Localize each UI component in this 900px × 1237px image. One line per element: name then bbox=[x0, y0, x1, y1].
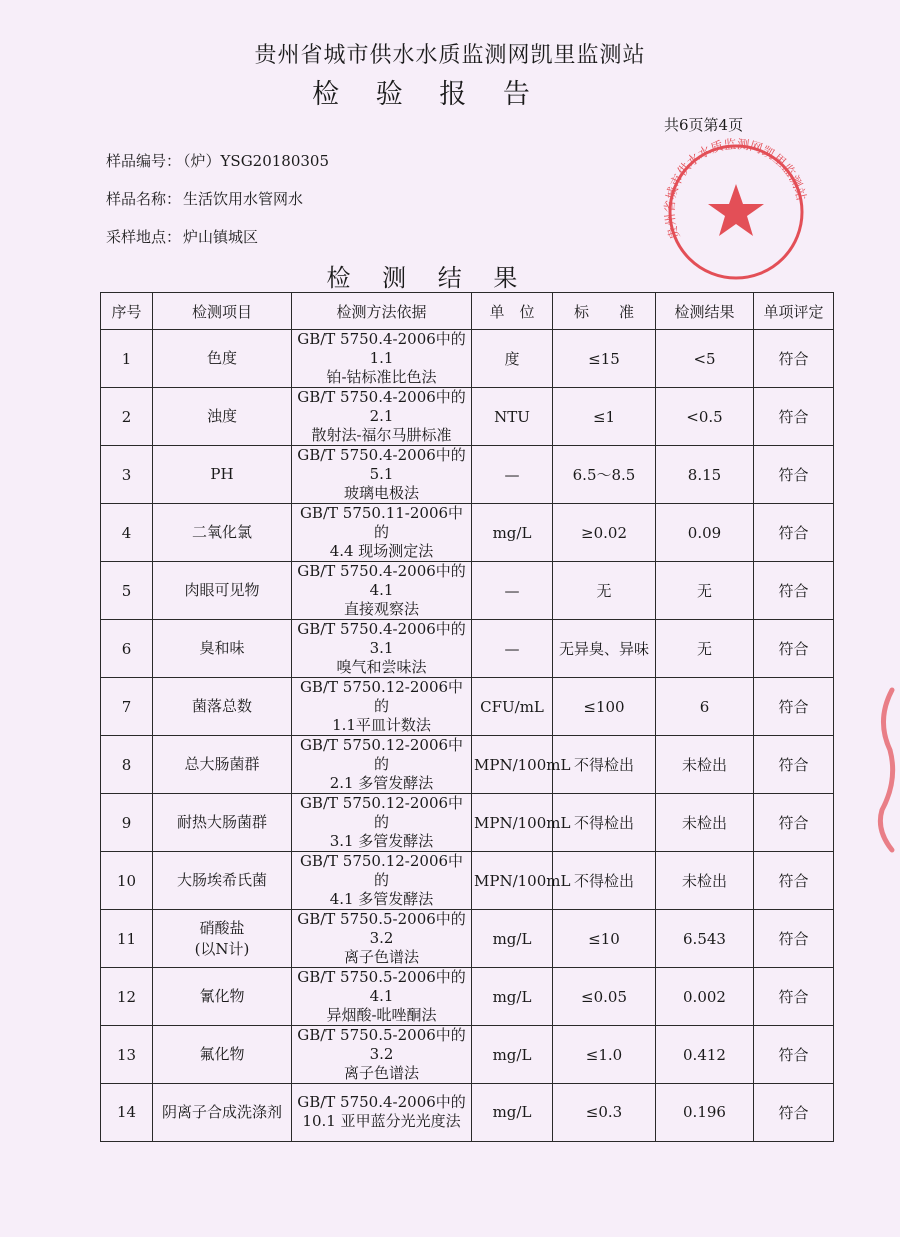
cell-verdict: 符合 bbox=[754, 504, 834, 562]
cell-standard: 不得检出 bbox=[553, 794, 656, 852]
cell-standard: ≤100 bbox=[553, 678, 656, 736]
method-line-1: GB/T 5750.4-2006中的4.1 bbox=[297, 562, 466, 599]
method-line-1: GB/T 5750.12-2006中的 bbox=[299, 678, 464, 715]
cell-verdict: 符合 bbox=[754, 1084, 834, 1142]
cell-unit: mg/L bbox=[472, 910, 553, 968]
cell-item: PH bbox=[153, 446, 292, 504]
cell-item: 氟化物 bbox=[153, 1026, 292, 1084]
cell-unit: mg/L bbox=[472, 968, 553, 1026]
cell-no: 1 bbox=[101, 330, 153, 388]
table-row bbox=[101, 1026, 834, 1084]
cell-standard: 6.5～8.5 bbox=[553, 446, 656, 504]
sample-number-label: 样品编号： bbox=[106, 152, 182, 170]
cell-unit: mg/L bbox=[472, 1084, 553, 1142]
method-line-2: 4.1 多管发酵法 bbox=[329, 890, 434, 908]
cell-item: 硝酸盐 (以N计) bbox=[153, 910, 292, 968]
cell-verdict: 符合 bbox=[754, 852, 834, 910]
cell-result: 0.002 bbox=[656, 968, 754, 1026]
method-line-2: 离子色谱法 bbox=[343, 948, 419, 966]
header-result: 检测结果 bbox=[656, 293, 754, 330]
cell-unit: CFU/mL bbox=[472, 678, 553, 736]
cell-unit: 度 bbox=[472, 330, 553, 388]
table-row bbox=[101, 910, 834, 968]
results-table bbox=[100, 292, 834, 1142]
page-number: 共6页第4页 bbox=[664, 116, 744, 134]
table-row bbox=[101, 330, 834, 388]
method-line-1: GB/T 5750.4-2006中的2.1 bbox=[297, 388, 466, 425]
cell-method bbox=[292, 1084, 472, 1142]
cell-verdict: 符合 bbox=[754, 388, 834, 446]
sampling-location-label: 采样地点： bbox=[106, 228, 182, 246]
cell-standard: 不得检出 bbox=[553, 852, 656, 910]
method-line-2: 离子色谱法 bbox=[343, 1064, 419, 1082]
cell-unit: mg/L bbox=[472, 504, 553, 562]
cell-no: 5 bbox=[101, 562, 153, 620]
cell-item: 菌落总数 bbox=[153, 678, 292, 736]
cell-standard: ≤10 bbox=[553, 910, 656, 968]
cell-unit: NTU bbox=[472, 388, 553, 446]
cell-verdict: 符合 bbox=[754, 736, 834, 794]
method-line-1: GB/T 5750.12-2006中的 bbox=[299, 794, 464, 831]
table-row bbox=[101, 852, 834, 910]
cell-result: 8.15 bbox=[656, 446, 754, 504]
cell-method bbox=[292, 388, 472, 446]
cell-method bbox=[292, 910, 472, 968]
method-line-1: GB/T 5750.4-2006中的3.1 bbox=[297, 620, 466, 657]
method-line-2: 10.1 亚甲蓝分光光度法 bbox=[302, 1112, 461, 1131]
cell-method bbox=[292, 678, 472, 736]
method-line-1: GB/T 5750.12-2006中的 bbox=[299, 852, 464, 889]
method-line-2: 直接观察法 bbox=[343, 600, 419, 618]
cell-item: 总大肠菌群 bbox=[153, 736, 292, 794]
method-line-2: 嗅气和尝味法 bbox=[336, 658, 427, 676]
cell-no: 8 bbox=[101, 736, 153, 794]
method-line-1: GB/T 5750.5-2006中的3.2 bbox=[297, 910, 466, 947]
header-unit: 单 位 bbox=[472, 293, 553, 330]
cell-item: 色度 bbox=[153, 330, 292, 388]
sample-name-label: 样品名称： bbox=[106, 190, 182, 208]
cell-verdict: 符合 bbox=[754, 678, 834, 736]
cell-unit: — bbox=[472, 562, 553, 620]
cell-no: 6 bbox=[101, 620, 153, 678]
cell-item: 肉眼可见物 bbox=[153, 562, 292, 620]
cell-method bbox=[292, 852, 472, 910]
cell-no: 4 bbox=[101, 504, 153, 562]
table-row bbox=[101, 446, 834, 504]
table-row bbox=[101, 678, 834, 736]
cell-item: 阴离子合成洗涤剂 bbox=[153, 1084, 292, 1142]
header-item: 检测项目 bbox=[153, 293, 292, 330]
cell-verdict: 符合 bbox=[754, 562, 834, 620]
cell-method bbox=[292, 504, 472, 562]
cell-method bbox=[292, 968, 472, 1026]
cell-standard: ≤1 bbox=[553, 388, 656, 446]
cell-no: 2 bbox=[101, 388, 153, 446]
cell-no: 11 bbox=[101, 910, 153, 968]
cell-item: 氰化物 bbox=[153, 968, 292, 1026]
official-seal-icon bbox=[650, 132, 820, 282]
cell-result: 无 bbox=[656, 562, 754, 620]
table-row bbox=[101, 736, 834, 794]
document-title: 检 验 报 告 bbox=[312, 79, 544, 110]
method-line-1: GB/T 5750.5-2006中的4.1 bbox=[297, 968, 466, 1005]
cell-method bbox=[292, 736, 472, 794]
sample-name-field bbox=[106, 188, 303, 209]
method-line-1: GB/T 5750.4-2006中的1.1 bbox=[297, 330, 466, 367]
cell-result: 无 bbox=[656, 620, 754, 678]
sampling-location-field bbox=[106, 226, 258, 247]
method-line-2: 异烟酸-吡唑酮法 bbox=[326, 1006, 437, 1024]
table-row bbox=[101, 620, 834, 678]
cell-standard: 无异臭、异味 bbox=[553, 620, 656, 678]
cell-result: 6.543 bbox=[656, 910, 754, 968]
cell-item: 耐热大肠菌群 bbox=[153, 794, 292, 852]
cell-no: 10 bbox=[101, 852, 153, 910]
table-row bbox=[101, 504, 834, 562]
cell-verdict: 符合 bbox=[754, 446, 834, 504]
cell-verdict: 符合 bbox=[754, 968, 834, 1026]
header-verdict: 单项评定 bbox=[754, 293, 834, 330]
cell-item: 大肠埃希氏菌 bbox=[153, 852, 292, 910]
table-row bbox=[101, 562, 834, 620]
cell-result: 6 bbox=[656, 678, 754, 736]
organization-name: 贵州省城市供水水质监测网凯里监测站 bbox=[254, 43, 646, 68]
cell-result: 未检出 bbox=[656, 852, 754, 910]
cell-unit: mg/L bbox=[472, 1026, 553, 1084]
method-line-1: GB/T 5750.11-2006中的 bbox=[299, 504, 464, 541]
table-row bbox=[101, 388, 834, 446]
cell-unit: — bbox=[472, 446, 553, 504]
sample-number-field bbox=[106, 150, 329, 171]
seal-text: 贵州省城市供水水质监测网凯里监测站 bbox=[661, 136, 810, 242]
method-line-2: 玻璃电极法 bbox=[343, 484, 419, 502]
cell-standard: ≤0.3 bbox=[553, 1084, 656, 1142]
cell-method bbox=[292, 794, 472, 852]
method-line-1: GB/T 5750.4-2006中的 bbox=[297, 1093, 466, 1112]
cell-result: <0.5 bbox=[656, 388, 754, 446]
cell-method bbox=[292, 330, 472, 388]
sample-name-value: 生活饮用水管网水 bbox=[183, 190, 304, 208]
header-standard: 标 准 bbox=[553, 293, 656, 330]
table-row bbox=[101, 1084, 834, 1142]
cell-result: 未检出 bbox=[656, 794, 754, 852]
cell-no: 12 bbox=[101, 968, 153, 1026]
cell-result: 0.196 bbox=[656, 1084, 754, 1142]
cell-verdict: 符合 bbox=[754, 620, 834, 678]
cell-verdict: 符合 bbox=[754, 910, 834, 968]
cell-no: 9 bbox=[101, 794, 153, 852]
method-line-1: GB/T 5750.5-2006中的3.2 bbox=[297, 1026, 466, 1063]
cell-item: 浊度 bbox=[153, 388, 292, 446]
cell-no: 14 bbox=[101, 1084, 153, 1142]
cell-item: 臭和味 bbox=[153, 620, 292, 678]
cell-result: 未检出 bbox=[656, 736, 754, 794]
cell-unit: — bbox=[472, 620, 553, 678]
cell-result: <5 bbox=[656, 330, 754, 388]
cell-verdict: 符合 bbox=[754, 1026, 834, 1084]
cell-unit: MPN/100mL bbox=[472, 852, 553, 910]
cell-method bbox=[292, 562, 472, 620]
table-header-row bbox=[101, 293, 834, 330]
method-line-1: GB/T 5750.4-2006中的5.1 bbox=[297, 446, 466, 483]
header-no: 序号 bbox=[101, 293, 153, 330]
cell-unit: MPN/100mL bbox=[472, 794, 553, 852]
cell-method bbox=[292, 1026, 472, 1084]
method-line-2: 1.1平皿计数法 bbox=[332, 716, 431, 734]
cell-item: 二氧化氯 bbox=[153, 504, 292, 562]
results-title: 检 测 结 果 bbox=[326, 264, 530, 292]
method-line-2: 铂-钴标准比色法 bbox=[326, 368, 437, 386]
method-line-1: GB/T 5750.12-2006中的 bbox=[299, 736, 464, 773]
method-line-2: 4.4 现场测定法 bbox=[329, 542, 434, 560]
cell-no: 13 bbox=[101, 1026, 153, 1084]
table-row bbox=[101, 794, 834, 852]
cell-standard: 不得检出 bbox=[553, 736, 656, 794]
cell-method bbox=[292, 620, 472, 678]
cell-method bbox=[292, 446, 472, 504]
cell-standard: 无 bbox=[553, 562, 656, 620]
method-line-2: 2.1 多管发酵法 bbox=[329, 774, 434, 792]
cell-verdict: 符合 bbox=[754, 794, 834, 852]
cell-no: 3 bbox=[101, 446, 153, 504]
header-method: 检测方法依据 bbox=[292, 293, 472, 330]
sample-number-value: （炉）YSG20180305 bbox=[183, 152, 330, 170]
sampling-location-value: 炉山镇城区 bbox=[183, 228, 259, 246]
cell-standard: ≤0.05 bbox=[553, 968, 656, 1026]
cell-result: 0.09 bbox=[656, 504, 754, 562]
table-row bbox=[101, 968, 834, 1026]
method-line-2: 散射法-福尔马肼标准 bbox=[311, 426, 452, 444]
seam-seal-icon bbox=[872, 680, 900, 860]
cell-standard: ≥0.02 bbox=[553, 504, 656, 562]
cell-result: 0.412 bbox=[656, 1026, 754, 1084]
cell-unit: MPN/100mL bbox=[472, 736, 553, 794]
cell-standard: ≤1.0 bbox=[553, 1026, 656, 1084]
cell-verdict: 符合 bbox=[754, 330, 834, 388]
cell-standard: ≤15 bbox=[553, 330, 656, 388]
method-line-2: 3.1 多管发酵法 bbox=[329, 832, 434, 850]
cell-no: 7 bbox=[101, 678, 153, 736]
